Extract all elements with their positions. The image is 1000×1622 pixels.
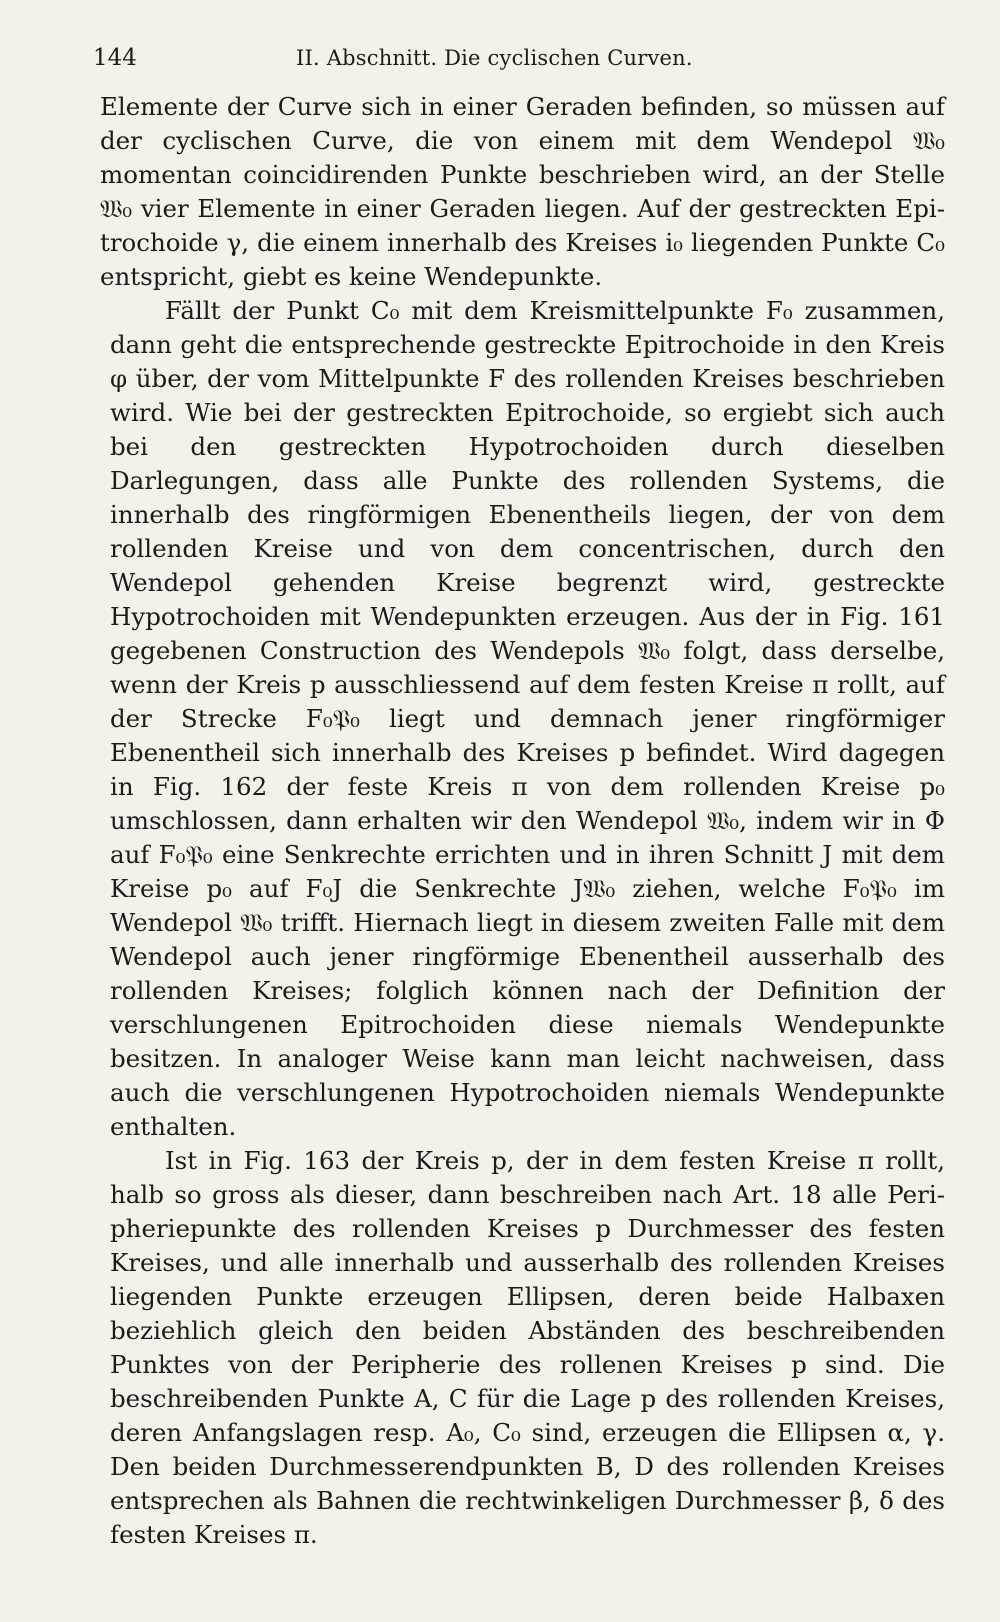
running-title: II. Abschnitt. Die cyclischen Curven. — [296, 46, 693, 70]
paragraph-3: Ist in Fig. 163 der Kreis p, der in dem festen Kreise π rollt, halb so gross als dieser, dann beschreiben nach Art. 18 alle Peripheriepunkte des rollenden Kreises p Durchmesser des festen Kreises, und alle innerhalb und ausserhalb des rollenden Kreises liegenden Punkte erzeugen Ellipsen, deren beide Halbaxen beziehlich gleich den beiden Abständen des beschreibenden Punktes von der Peripherie des rollenen Kreises p sind. Die beschreibenden Punkte A, C für die Lage p des rollenden Kreises, deren Anfangslagen resp. A₀, C₀ sind, erzeugen die Ellipsen α, γ. Den beiden Durchmesserendpunkten B, D des rollenden Kreises entsprechen als Bahnen die rechtwinkeligen Durchmesser β, δ des festen Kreises π. — [110, 1146, 945, 1549]
page-number: 144 — [93, 45, 137, 71]
paragraph-2: Fällt der Punkt C₀ mit dem Kreismittelpunkte F₀ zusammen, dann geht die entsprechende gestreckte Epitrochoide in den Kreis φ über, der vom Mittelpunkte F des rollenden Kreises beschrieben wird. Wie bei der gestreckten Epitrochoide, so ergiebt sich auch bei den gestreckten Hypotrochoiden durch dieselben Darlegungen, dass alle Punkte des rollenden Systems, die innerhalb des ringförmigen Ebenentheils liegen, der von dem rollenden Kreise und von dem concentrischen, durch den Wendepol gehenden Kreise begrenzt wird, gestreckte Hypotrochoiden mit Wendepunkten erzeugen. Aus der in Fig. 161 gegebenen Construction des Wendepols 𝔚₀ folgt, dass derselbe, wenn der Kreis p ausschliessend auf dem festen Kreise π rollt, auf der Strecke F₀𝔓₀ liegt und demnach jener ringförmiger Ebenentheil sich innerhalb des Kreises p befindet. Wird dagegen in Fig. 162 der feste Kreis π von dem rollenden Kreise p₀ umschlossen, dann erhalten wir den Wendepol 𝔚₀, indem wir in Φ auf F₀𝔓₀ eine Senkrechte errichten und in ihren Schnitt J mit dem Kreise p₀ auf F₀J die Senkrechte J𝔚₀ ziehen, welche F₀𝔓₀ im Wendepol 𝔚₀ trifft. Hiernach liegt in diesem zweiten Falle mit dem Wendepol auch jener ringförmige Ebenentheil ausserhalb des rollenden Kreises; folglich können nach der Definition der verschlungenen Epitrochoiden diese niemals Wendepunkte besitzen. In analoger Weise kann man leicht nachweisen, dass auch die verschlungenen Hypotrochoiden niemals Wendepunkte enthalten. — [110, 296, 945, 1141]
body-text — [100, 90, 945, 1552]
running-head — [93, 40, 940, 76]
paragraph-1: Elemente der Curve sich in einer Geraden befinden, so müssen auf der cyclischen Curve, die von einem mit dem Wendepol 𝔚₀ momentan coincidirenden Punkte beschrieben wird, an der Stelle 𝔚₀ vier Elemente in einer Geraden liegen. Auf der gestreckten Epitrochoide γ, die einem innerhalb des Kreises i₀ liegenden Punkte C₀ entspricht, giebt es keine Wendepunkte. — [100, 92, 945, 291]
